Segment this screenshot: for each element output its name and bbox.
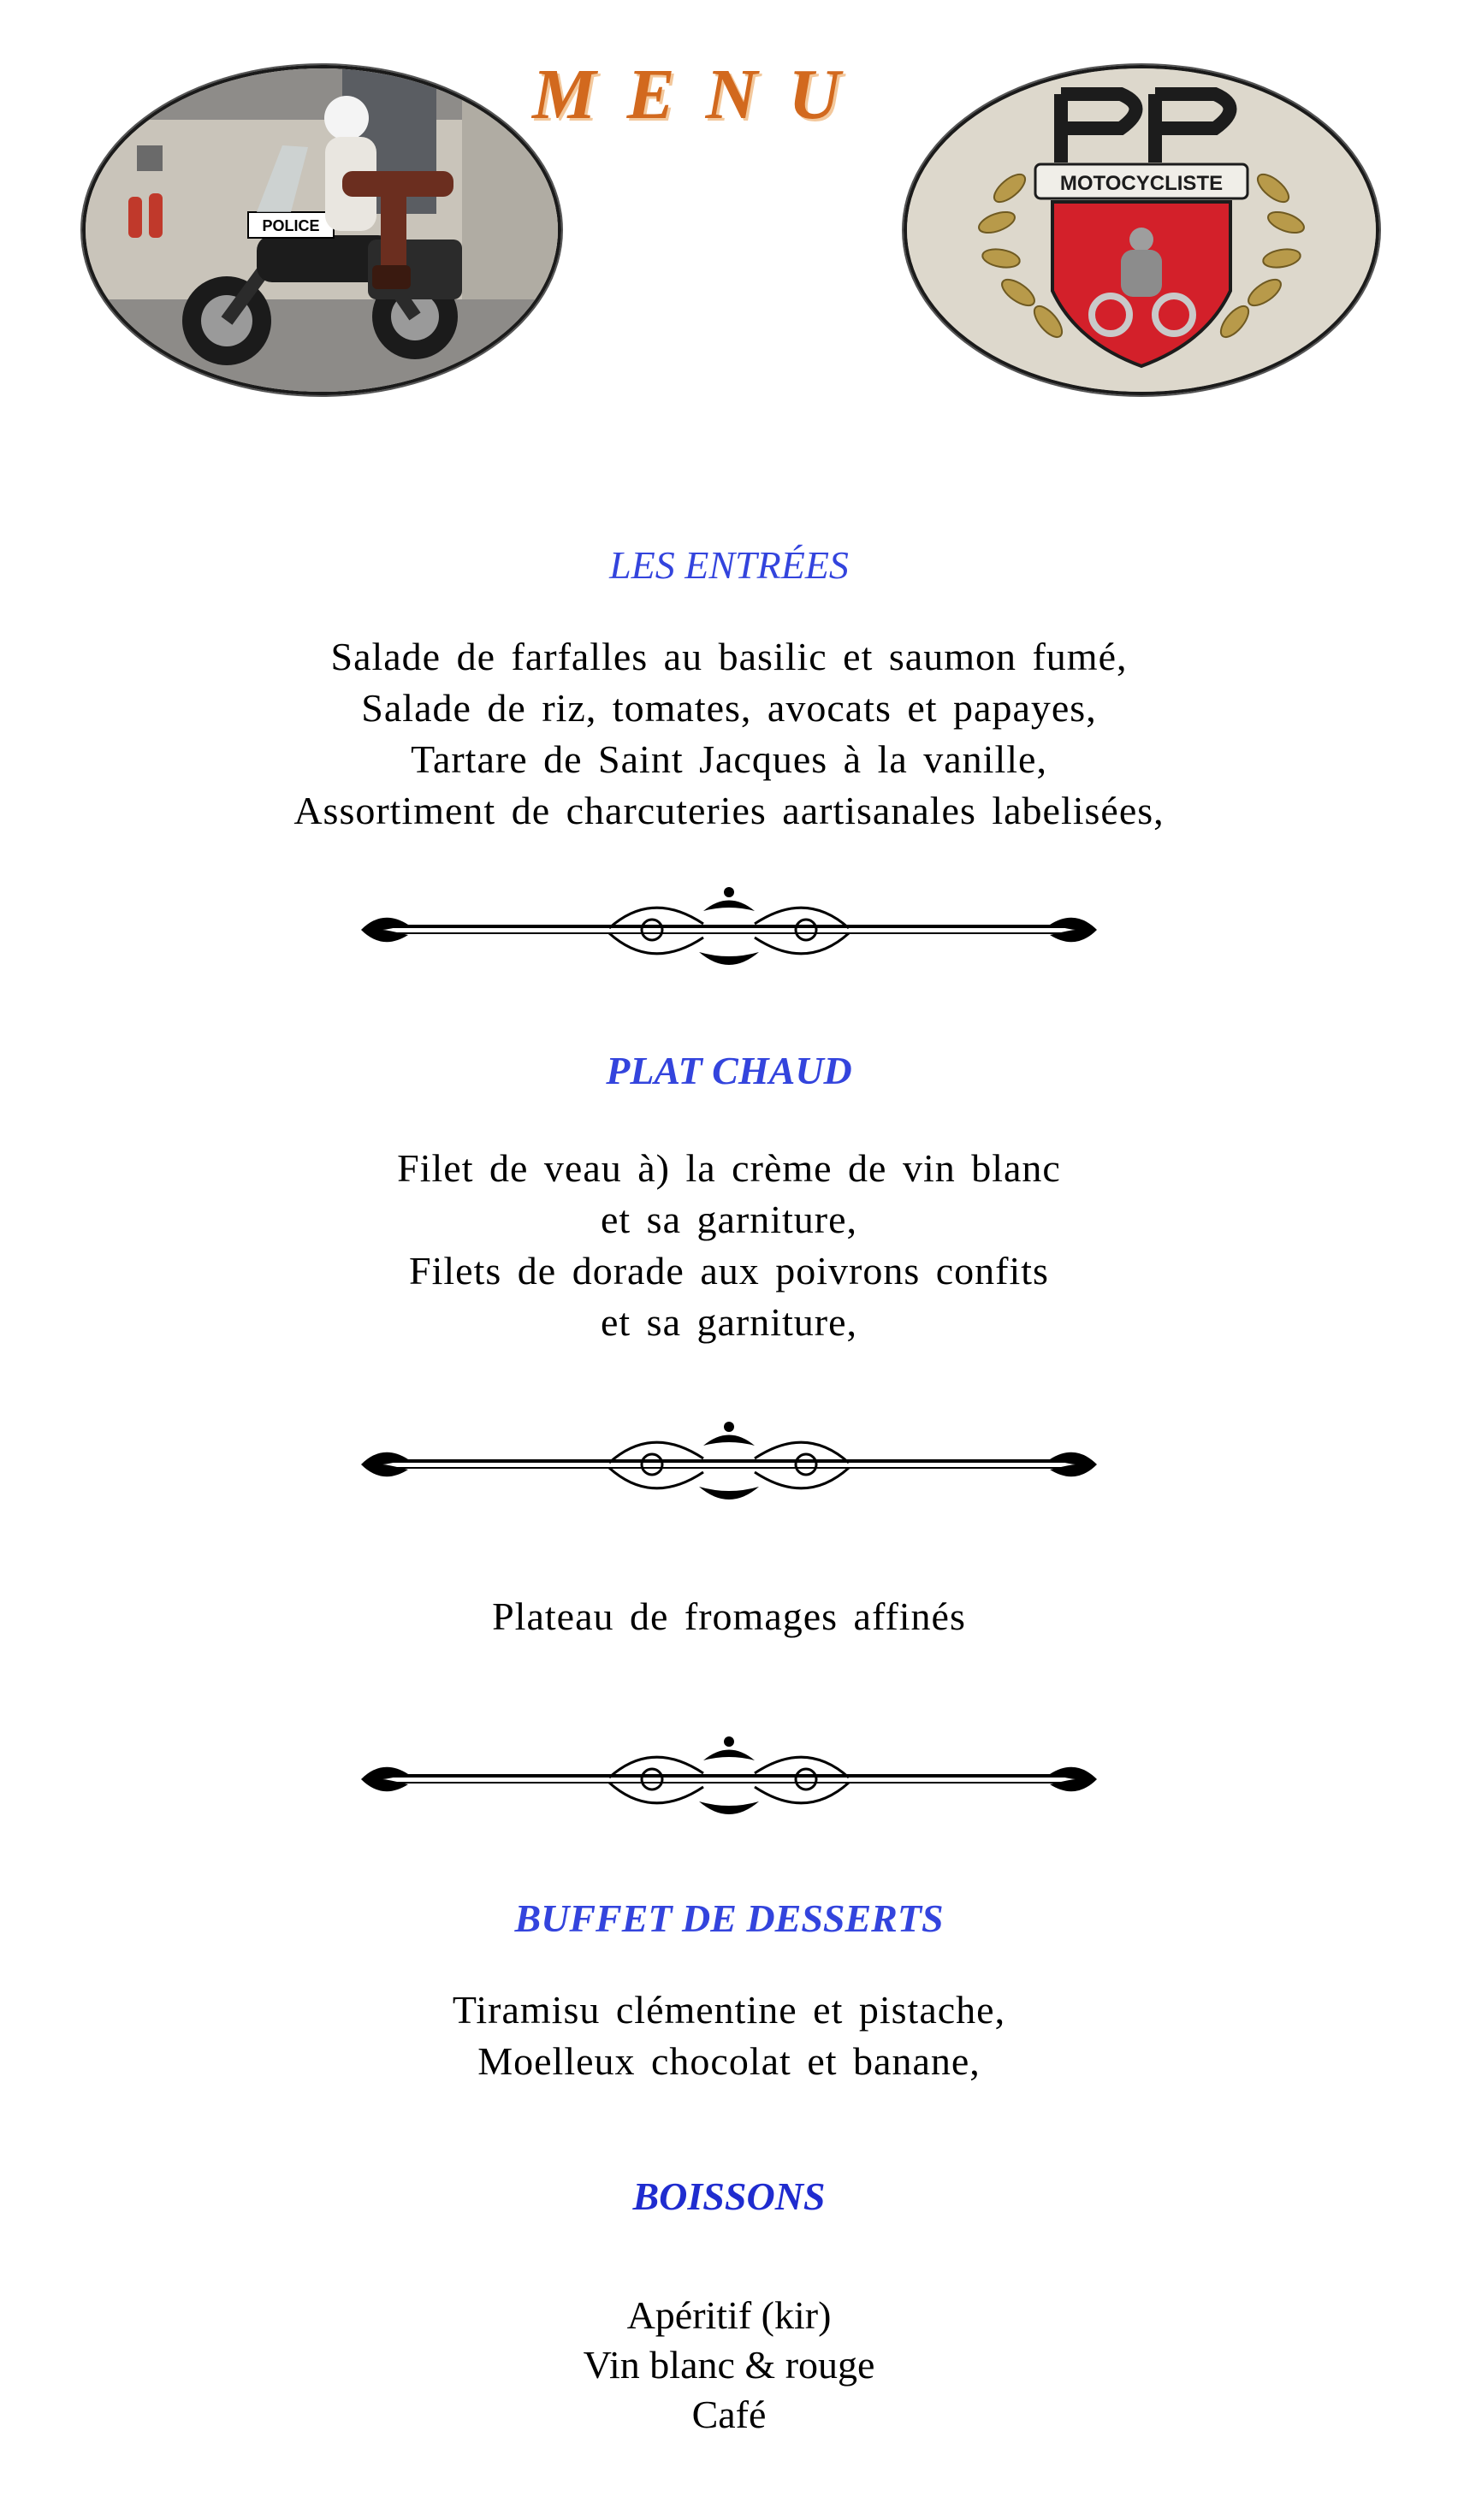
plat-item: Filet de veau à) la crème de vin blanc	[397, 1146, 1061, 1190]
desserts-list	[0, 1985, 1458, 2087]
dessert-item: Moelleux chocolat et banane,	[477, 2039, 981, 2083]
plat-heading: PLAT CHAUD	[606, 1049, 852, 1092]
entree-item: Salade de riz, tomates, avocats et papayes,	[361, 686, 1097, 730]
entrees-section	[0, 541, 1458, 589]
desserts-section	[0, 1895, 1458, 1943]
crest-banner-text: MOTOCYCLISTE	[1059, 172, 1224, 195]
plat-section	[0, 1047, 1458, 1095]
plat-item: Filets de dorade aux poivrons confits	[409, 1249, 1049, 1293]
ornamental-divider	[0, 1726, 1458, 1837]
motocycliste-crest-photo	[904, 65, 1379, 395]
ornamental-divider	[0, 1411, 1458, 1523]
crest-illustration	[907, 68, 1376, 392]
boissons-heading: BOISSONS	[632, 2174, 826, 2218]
ornamental-divider	[0, 877, 1458, 988]
entree-item: Salade de farfalles au basilic et saumon fumé,	[330, 635, 1128, 678]
police-motorcycle-illustration	[86, 68, 558, 392]
flourish-divider-graphic	[353, 1726, 1105, 1837]
plat-item: et sa garniture,	[600, 1300, 858, 1344]
entree-item: Tartare de Saint Jacques à la vanille,	[411, 737, 1047, 781]
flourish-divider-graphic	[353, 1411, 1105, 1523]
dessert-item: Tiramisu clémentine et pistache,	[452, 1988, 1006, 2032]
entree-item: Assortiment de charcuteries aartisanales labelisées,	[293, 789, 1165, 832]
boissons-section	[0, 2173, 1458, 2221]
menu-title: MENU	[531, 55, 872, 134]
desserts-heading: BUFFET DE DESSERTS	[514, 1896, 944, 1940]
boissons-list	[0, 2291, 1458, 2440]
flourish-divider-graphic	[353, 877, 1105, 988]
svg-text:POLICE: POLICE	[262, 217, 320, 234]
plat-list	[0, 1143, 1458, 1348]
boisson-item: Apéritif (kir)	[626, 2293, 832, 2337]
entrees-heading: LES ENTRÉES	[609, 543, 849, 587]
boisson-item: Café	[691, 2393, 767, 2436]
police-motorcycle-photo	[82, 65, 561, 395]
fromage-item: Plateau de fromages affinés	[492, 1594, 966, 1638]
boisson-item: Vin blanc & rouge	[583, 2343, 875, 2387]
plat-item: et sa garniture,	[600, 1198, 858, 1241]
entrees-list	[0, 631, 1458, 837]
fromages-section	[0, 1591, 1458, 1642]
